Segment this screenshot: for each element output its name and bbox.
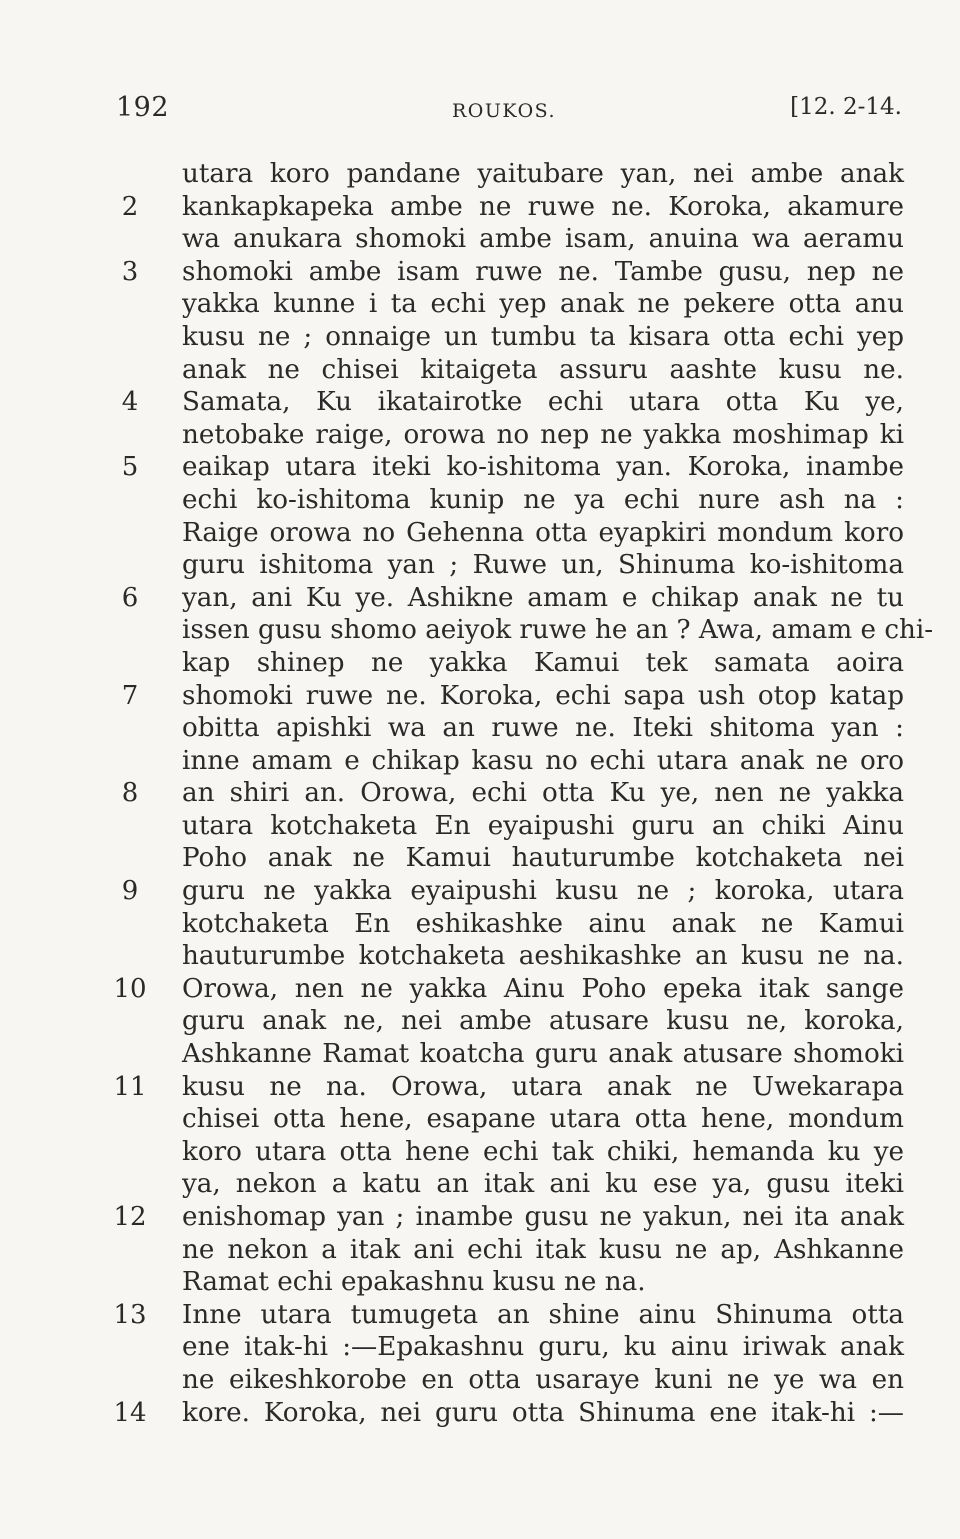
line-text: netobake raige, orowa no nep ne yakka moshimap ki	[182, 419, 904, 450]
line-text: shomoki ambe isam ruwe ne. Tambe gusu, nep ne	[182, 256, 904, 287]
line-text: Samata, Ku ikatairotke echi utara otta Ku ye,	[182, 387, 904, 418]
verse-number: 7	[121, 680, 139, 711]
verse-number: 12	[113, 1202, 147, 1232]
line-text: utara kotchaketa En eyaipushi guru an chiki Ainu	[182, 810, 904, 841]
line-text: ne eikeshkorobe en otta usaraye kuni ne ye wa en	[182, 1364, 904, 1395]
text-line	[110, 354, 910, 387]
line-text: issen gusu shomo aeiyok ruwe he an ? Awa, amam e chi-	[182, 615, 934, 646]
text-line	[110, 1005, 910, 1038]
line-text: Inne utara tumugeta an shine ainu Shinuma otta	[182, 1299, 904, 1330]
line-text: eaikap utara iteki ko-ishitoma yan. Koroka, inambe	[182, 452, 904, 483]
text-line	[110, 1103, 910, 1136]
text-line	[110, 940, 910, 973]
text-line	[110, 647, 910, 680]
text-line	[110, 1299, 910, 1332]
verse-number: 10	[113, 973, 147, 1004]
text-line	[110, 158, 910, 191]
text-line	[110, 288, 910, 321]
line-text: yakka kunne i ta echi yep anak ne pekere otta anu	[182, 289, 904, 320]
text-line	[110, 191, 910, 224]
line-text: Orowa, nen ne yakka Ainu Poho epeka itak sange	[182, 973, 904, 1004]
line-text: Ramat echi epakashnu kusu ne na.	[182, 1267, 646, 1298]
text-line	[110, 1136, 910, 1169]
text-line	[110, 777, 910, 810]
line-text: utara koro pandane yaitubare yan, nei ambe anak	[182, 159, 904, 189]
line-text: kusu ne na. Orowa, utara anak ne Uwekarapa	[182, 1071, 904, 1102]
line-text: guru ne yakka eyaipushi kusu ne ; koroka, utara	[182, 876, 904, 907]
text-line	[110, 614, 934, 647]
verse-number: 4	[121, 387, 139, 418]
line-text: an shiri an. Orowa, echi otta Ku ye, nen ne yakka	[182, 778, 904, 809]
line-text: guru anak ne, nei ambe atusare kusu ne, koroka,	[182, 1006, 904, 1037]
text-line	[110, 517, 910, 550]
verse-number: 6	[121, 582, 139, 613]
text-line	[110, 386, 910, 419]
running-title: ROUKOS.	[452, 100, 557, 122]
chapter-reference: [12. 2-14.	[790, 94, 902, 120]
line-text: kap shinep ne yakka Kamui tek samata aoira	[182, 647, 904, 678]
line-text: inne amam e chikap kasu no echi utara anak ne oro	[182, 745, 904, 776]
line-text: Poho anak ne Kamui hauturumbe kotchaketa nei	[182, 843, 904, 874]
line-text: ne nekon a itak ani echi itak kusu ne ap, Ashkanne	[182, 1234, 904, 1265]
text-line	[110, 712, 910, 745]
text-line	[110, 875, 910, 908]
text-line	[110, 1071, 910, 1104]
text-line	[110, 1266, 910, 1299]
line-text: koro utara otta hene echi tak chiki, hemanda ku ye	[182, 1136, 904, 1167]
text-line	[110, 1201, 910, 1234]
text-line	[110, 908, 910, 941]
text-line	[110, 1331, 910, 1364]
text-line	[110, 582, 910, 615]
text-line	[110, 1397, 910, 1430]
page-header	[116, 92, 906, 132]
verse-number: 8	[121, 778, 139, 809]
line-text: ya, nekon a katu an itak ani ku ese ya, gusu iteki	[182, 1169, 904, 1200]
text-line	[110, 1234, 910, 1267]
line-text: guru ishitoma yan ; Ruwe un, Shinuma ko-ishitoma	[182, 550, 904, 581]
verse-number: 3	[121, 256, 139, 287]
line-text: Ashkanne Ramat koatcha guru anak atusare shomoki	[182, 1039, 904, 1070]
line-text: hauturumbe kotchaketa aeshikashke an kusu ne na.	[182, 941, 904, 972]
line-text: wa anukara shomoki ambe isam, anuina wa aeramu	[182, 224, 904, 255]
verse-number: 13	[113, 1299, 147, 1330]
verse-number: 9	[121, 876, 139, 907]
text-line	[110, 549, 910, 582]
line-text: echi ko-ishitoma kunip ne ya echi nure ash na :	[182, 484, 904, 515]
verse-number: 2	[121, 191, 139, 222]
text-line	[110, 484, 910, 517]
line-text: yan, ani Ku ye. Ashikne amam e chikap anak ne tu	[182, 582, 904, 613]
text-line	[110, 842, 910, 875]
verse-number: 5	[121, 452, 139, 483]
text-line	[110, 1364, 910, 1397]
text-line	[110, 745, 910, 778]
verse-number: 11	[113, 1071, 147, 1102]
line-text: kusu ne ; onnaige un tumbu ta kisara otta echi yep	[182, 321, 904, 352]
text-line	[110, 973, 910, 1006]
text-line	[110, 419, 910, 452]
line-text: Raige orowa no Gehenna otta eyapkiri mondum koro	[182, 517, 904, 548]
line-text: kotchaketa En eshikashke ainu anak ne Kamui	[182, 908, 904, 939]
page-body-text	[110, 158, 934, 1429]
text-line	[110, 810, 910, 843]
line-text: ene itak-hi :—Epakashnu guru, ku ainu iriwak anak	[182, 1332, 904, 1363]
verse-number: 14	[113, 1397, 147, 1428]
text-line	[110, 223, 910, 256]
line-text: chisei otta hene, esapane utara otta hene, mondum	[182, 1104, 904, 1135]
text-line	[110, 321, 910, 354]
text-line	[110, 680, 910, 713]
page-number: 192	[116, 92, 170, 123]
line-text: kankapkapeka ambe ne ruwe ne. Koroka, akamure	[182, 191, 904, 222]
line-text: shomoki ruwe ne. Koroka, echi sapa ush otop katap	[182, 680, 904, 711]
text-line	[110, 451, 910, 484]
line-text: anak ne chisei kitaigeta assuru aashte kusu ne.	[182, 354, 904, 385]
line-text: kore. Koroka, nei guru otta Shinuma ene itak-hi :—	[182, 1397, 904, 1428]
text-line	[110, 1168, 910, 1201]
line-text: obitta apishki wa an ruwe ne. Iteki shitoma yan :	[182, 713, 904, 744]
text-line	[110, 1038, 910, 1071]
line-text: enishomap yan ; inambe gusu ne yakun, nei ita anak	[182, 1202, 904, 1232]
text-line	[110, 256, 910, 289]
